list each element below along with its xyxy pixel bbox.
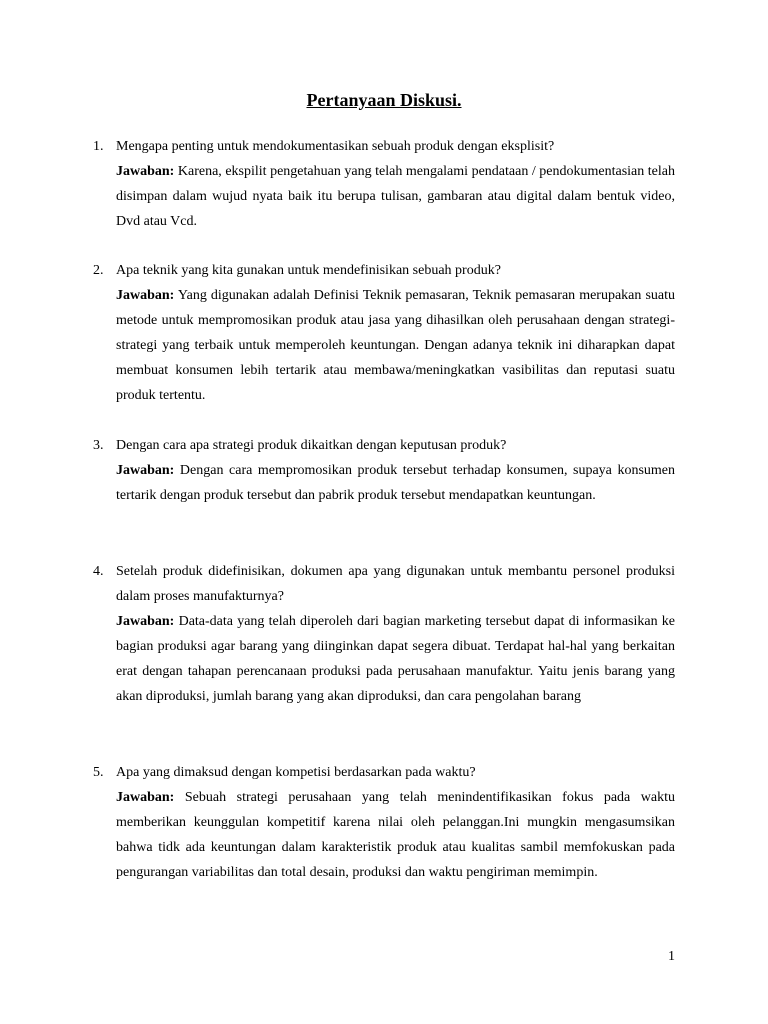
question-number: 2. (93, 263, 104, 278)
question-item-5 (93, 760, 675, 885)
answer-text (116, 283, 675, 408)
question-item-1 (93, 134, 675, 234)
question-item-2 (93, 258, 675, 408)
page-title: Pertanyaan Diskusi. (306, 90, 462, 110)
answer-body: Dengan cara mempromosikan produk tersebut terhadap konsumen, supaya konsumen tertarik dengan produk tersebut dan pabrik produk tersebut mendapatkan keuntungan. (116, 463, 675, 503)
question-number: 1. (93, 139, 104, 154)
answer-body: Sebuah strategi perusahaan yang telah menindentifikasikan fokus pada waktu memberikan keunggulan kompetitif karena nilai oleh pelanggan.Ini mungkin mengasumsikan bahwa tidk ada keuntungan dalam karakteristik produk atau kualitas sambil memfokuskan pada pengurangan variabilitas dan total desain, produksi dan waktu pengiriman memimpin. (116, 790, 675, 880)
question-text: Mengapa penting untuk mendokumentasikan sebuah produk dengan eksplisit? (116, 139, 555, 154)
question-text: Setelah produk didefinisikan, dokumen apa yang digunakan untuk membantu personel produksi dalam proses manufakturnya? (116, 564, 675, 604)
answer-text (116, 785, 675, 885)
answer-body: Karena, ekspilit pengetahuan yang telah mengalami pendataan / pendokumentasian telah disimpan dalam wujud nyata baik itu berupa tulisan, gambaran atau digital dalam bentuk video, Dvd atau Vcd. (116, 164, 675, 229)
answer-label: Jawaban: (116, 288, 175, 303)
answer-text (116, 609, 675, 709)
question-item-3 (93, 433, 675, 508)
question-number: 3. (93, 438, 104, 453)
answer-label: Jawaban: (116, 463, 175, 478)
question-number: 4. (93, 564, 104, 579)
question-number: 5. (93, 765, 104, 780)
answer-body: Yang digunakan adalah Definisi Teknik pemasaran, Teknik pemasaran merupakan suatu metode untuk mempromosikan produk atau jasa yang dihasilkan oleh perusahaan dengan strategi-strategi yang terbaik untuk memperoleh keuntungan. Dengan adanya teknik ini diharapkan dapat membuat konsumen lebih tertarik atau membawa/meningkatkan vasibilitas dan reputasi suatu produk tertentu. (116, 288, 675, 403)
answer-label: Jawaban: (116, 164, 175, 179)
answer-text (116, 159, 675, 234)
question-text: Apa teknik yang kita gunakan untuk mendefinisikan sebuah produk? (116, 263, 501, 278)
answer-body: Data-data yang telah diperoleh dari bagian marketing tersebut dapat di informasikan ke bagian produksi agar barang yang diinginkan dapat segera dibuat. Terdapat hal-hal yang berkaitan erat dengan tahapan perencanaan produksi pada perusahaan manufaktur. Yaitu jenis barang yang akan diproduksi, jumlah barang yang akan diproduksi, dan cara pengolahan barang (116, 614, 676, 704)
question-text: Dengan cara apa strategi produk dikaitkan dengan keputusan produk? (116, 438, 507, 453)
answer-text (116, 458, 675, 508)
answer-label: Jawaban: (116, 790, 175, 805)
question-text: Apa yang dimaksud dengan kompetisi berdasarkan pada waktu? (116, 765, 476, 780)
page-number: 1 (668, 949, 675, 964)
answer-label: Jawaban: (116, 614, 175, 629)
question-item-4 (93, 559, 675, 709)
